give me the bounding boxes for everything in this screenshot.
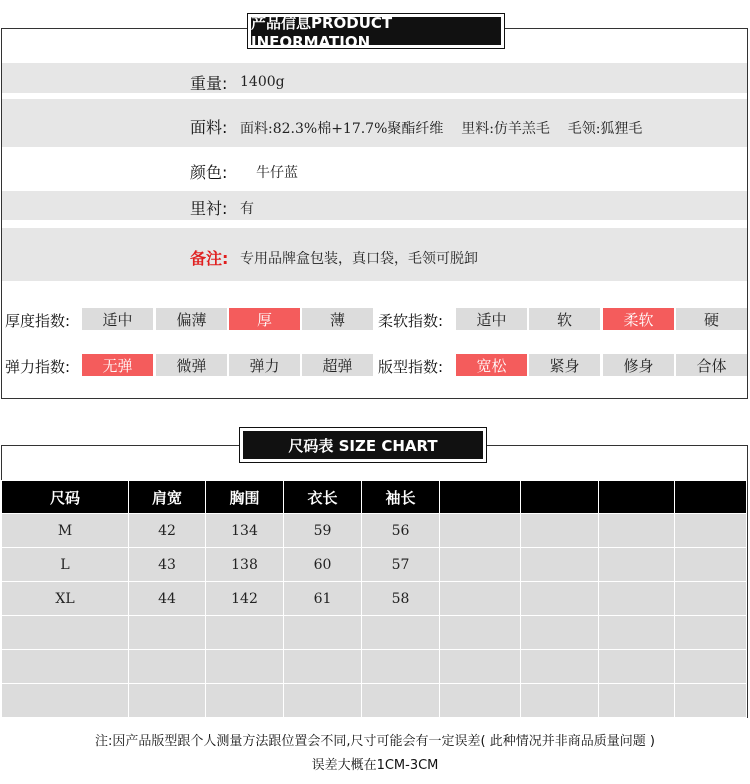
table-cell: 142	[206, 582, 284, 616]
table-cell: 57	[362, 548, 440, 582]
remark-label: 备注:	[190, 249, 229, 268]
size-chart-header: 尺码表 SIZE CHART	[240, 428, 486, 462]
softness-option: 软	[529, 308, 600, 330]
table-cell: L	[2, 548, 129, 582]
size-chart-table	[1, 480, 747, 718]
table-cell	[521, 514, 599, 548]
thickness-option: 偏薄	[156, 308, 227, 330]
table-cell	[521, 548, 599, 582]
table-cell	[599, 616, 675, 650]
fit-option: 合体	[676, 354, 747, 376]
col-header-chest: 胸围	[206, 481, 284, 514]
table-cell	[521, 684, 599, 718]
fit-option-selected: 宽松	[456, 354, 527, 376]
table-row	[2, 650, 747, 684]
fit-option: 修身	[603, 354, 674, 376]
col-header-empty	[599, 481, 675, 514]
elasticity-index-label: 弹力指数:	[5, 358, 71, 376]
table-row	[2, 582, 747, 616]
thickness-option: 适中	[82, 308, 153, 330]
table-cell	[675, 582, 747, 616]
softness-index-label: 柔软指数:	[378, 312, 444, 330]
thickness-option: 薄	[302, 308, 373, 330]
softness-option-selected: 柔软	[603, 308, 674, 330]
thickness-index-label: 厚度指数:	[5, 312, 71, 330]
table-cell	[440, 514, 521, 548]
table-cell: 56	[362, 514, 440, 548]
fit-index-label: 版型指数:	[378, 358, 444, 376]
table-cell: XL	[2, 582, 129, 616]
table-cell: 134	[206, 514, 284, 548]
table-cell	[284, 616, 362, 650]
table-cell	[440, 650, 521, 684]
table-cell	[362, 650, 440, 684]
table-cell: 60	[284, 548, 362, 582]
table-cell	[284, 650, 362, 684]
table-cell	[599, 548, 675, 582]
table-cell	[440, 548, 521, 582]
table-cell	[675, 650, 747, 684]
col-header-empty	[521, 481, 599, 514]
table-cell	[440, 582, 521, 616]
lining-label: 里衬:	[190, 199, 228, 218]
table-cell	[440, 684, 521, 718]
elasticity-option: 弹力	[229, 354, 300, 376]
product-info-header: 产品信息PRODUCT INFORMATION	[248, 14, 504, 48]
fabric-label: 面料:	[190, 118, 228, 137]
table-cell	[284, 684, 362, 718]
table-cell	[521, 616, 599, 650]
table-cell	[599, 650, 675, 684]
table-cell	[206, 616, 284, 650]
table-cell	[129, 650, 206, 684]
table-row	[2, 616, 747, 650]
size-note: 注:因产品版型跟个人测量方法跟位置会不同,尺寸可能会有一定误差( 此种情况并非商品质量问题 )	[95, 734, 655, 749]
elasticity-option-selected: 无弹	[82, 354, 153, 376]
table-cell	[599, 582, 675, 616]
elasticity-option: 微弹	[156, 354, 227, 376]
color-value: 牛仔蓝	[256, 165, 298, 181]
table-cell	[521, 650, 599, 684]
weight-row-band	[2, 63, 747, 93]
table-cell	[440, 616, 521, 650]
table-cell	[675, 616, 747, 650]
elasticity-option: 超弹	[302, 354, 373, 376]
col-header-empty	[675, 481, 747, 514]
lining-row-band	[2, 191, 747, 220]
size-error-note: 误差大概在1CM-3CM	[311, 758, 439, 773]
table-cell	[362, 684, 440, 718]
table-cell	[2, 684, 129, 718]
table-cell	[2, 650, 129, 684]
table-row	[2, 684, 747, 718]
table-cell: 61	[284, 582, 362, 616]
table-cell: 59	[284, 514, 362, 548]
table-cell	[675, 684, 747, 718]
fabric-value: 面料:82.3%棉+17.7%聚酯纤维 里料:仿羊羔毛 毛领:狐狸毛	[240, 121, 643, 137]
table-row	[2, 514, 747, 548]
thickness-option-selected: 厚	[229, 308, 300, 330]
table-cell: M	[2, 514, 129, 548]
table-cell	[129, 616, 206, 650]
color-label: 颜色:	[190, 163, 228, 182]
table-cell	[599, 684, 675, 718]
remark-value: 专用品牌盒包装，真口袋，毛领可脱卸	[240, 251, 478, 267]
fit-option: 紧身	[529, 354, 600, 376]
table-cell: 44	[129, 582, 206, 616]
table-cell	[129, 684, 206, 718]
table-cell	[206, 650, 284, 684]
lining-value: 有	[240, 201, 254, 217]
table-cell: 43	[129, 548, 206, 582]
table-cell	[675, 548, 747, 582]
table-cell	[599, 514, 675, 548]
softness-option: 硬	[676, 308, 747, 330]
table-cell	[362, 616, 440, 650]
table-cell: 58	[362, 582, 440, 616]
table-cell	[675, 514, 747, 548]
size-chart-header-row	[2, 481, 747, 514]
table-cell: 138	[206, 548, 284, 582]
softness-option: 适中	[456, 308, 527, 330]
weight-value: 1400g	[240, 74, 285, 90]
col-header-sleeve: 袖长	[362, 481, 440, 514]
col-header-length: 衣长	[284, 481, 362, 514]
weight-label: 重量:	[190, 74, 228, 93]
col-header-empty	[440, 481, 521, 514]
table-cell	[2, 616, 129, 650]
table-cell	[521, 582, 599, 616]
col-header-size: 尺码	[2, 481, 129, 514]
col-header-shoulder: 肩宽	[129, 481, 206, 514]
table-cell: 42	[129, 514, 206, 548]
table-row	[2, 548, 747, 582]
table-cell	[206, 684, 284, 718]
